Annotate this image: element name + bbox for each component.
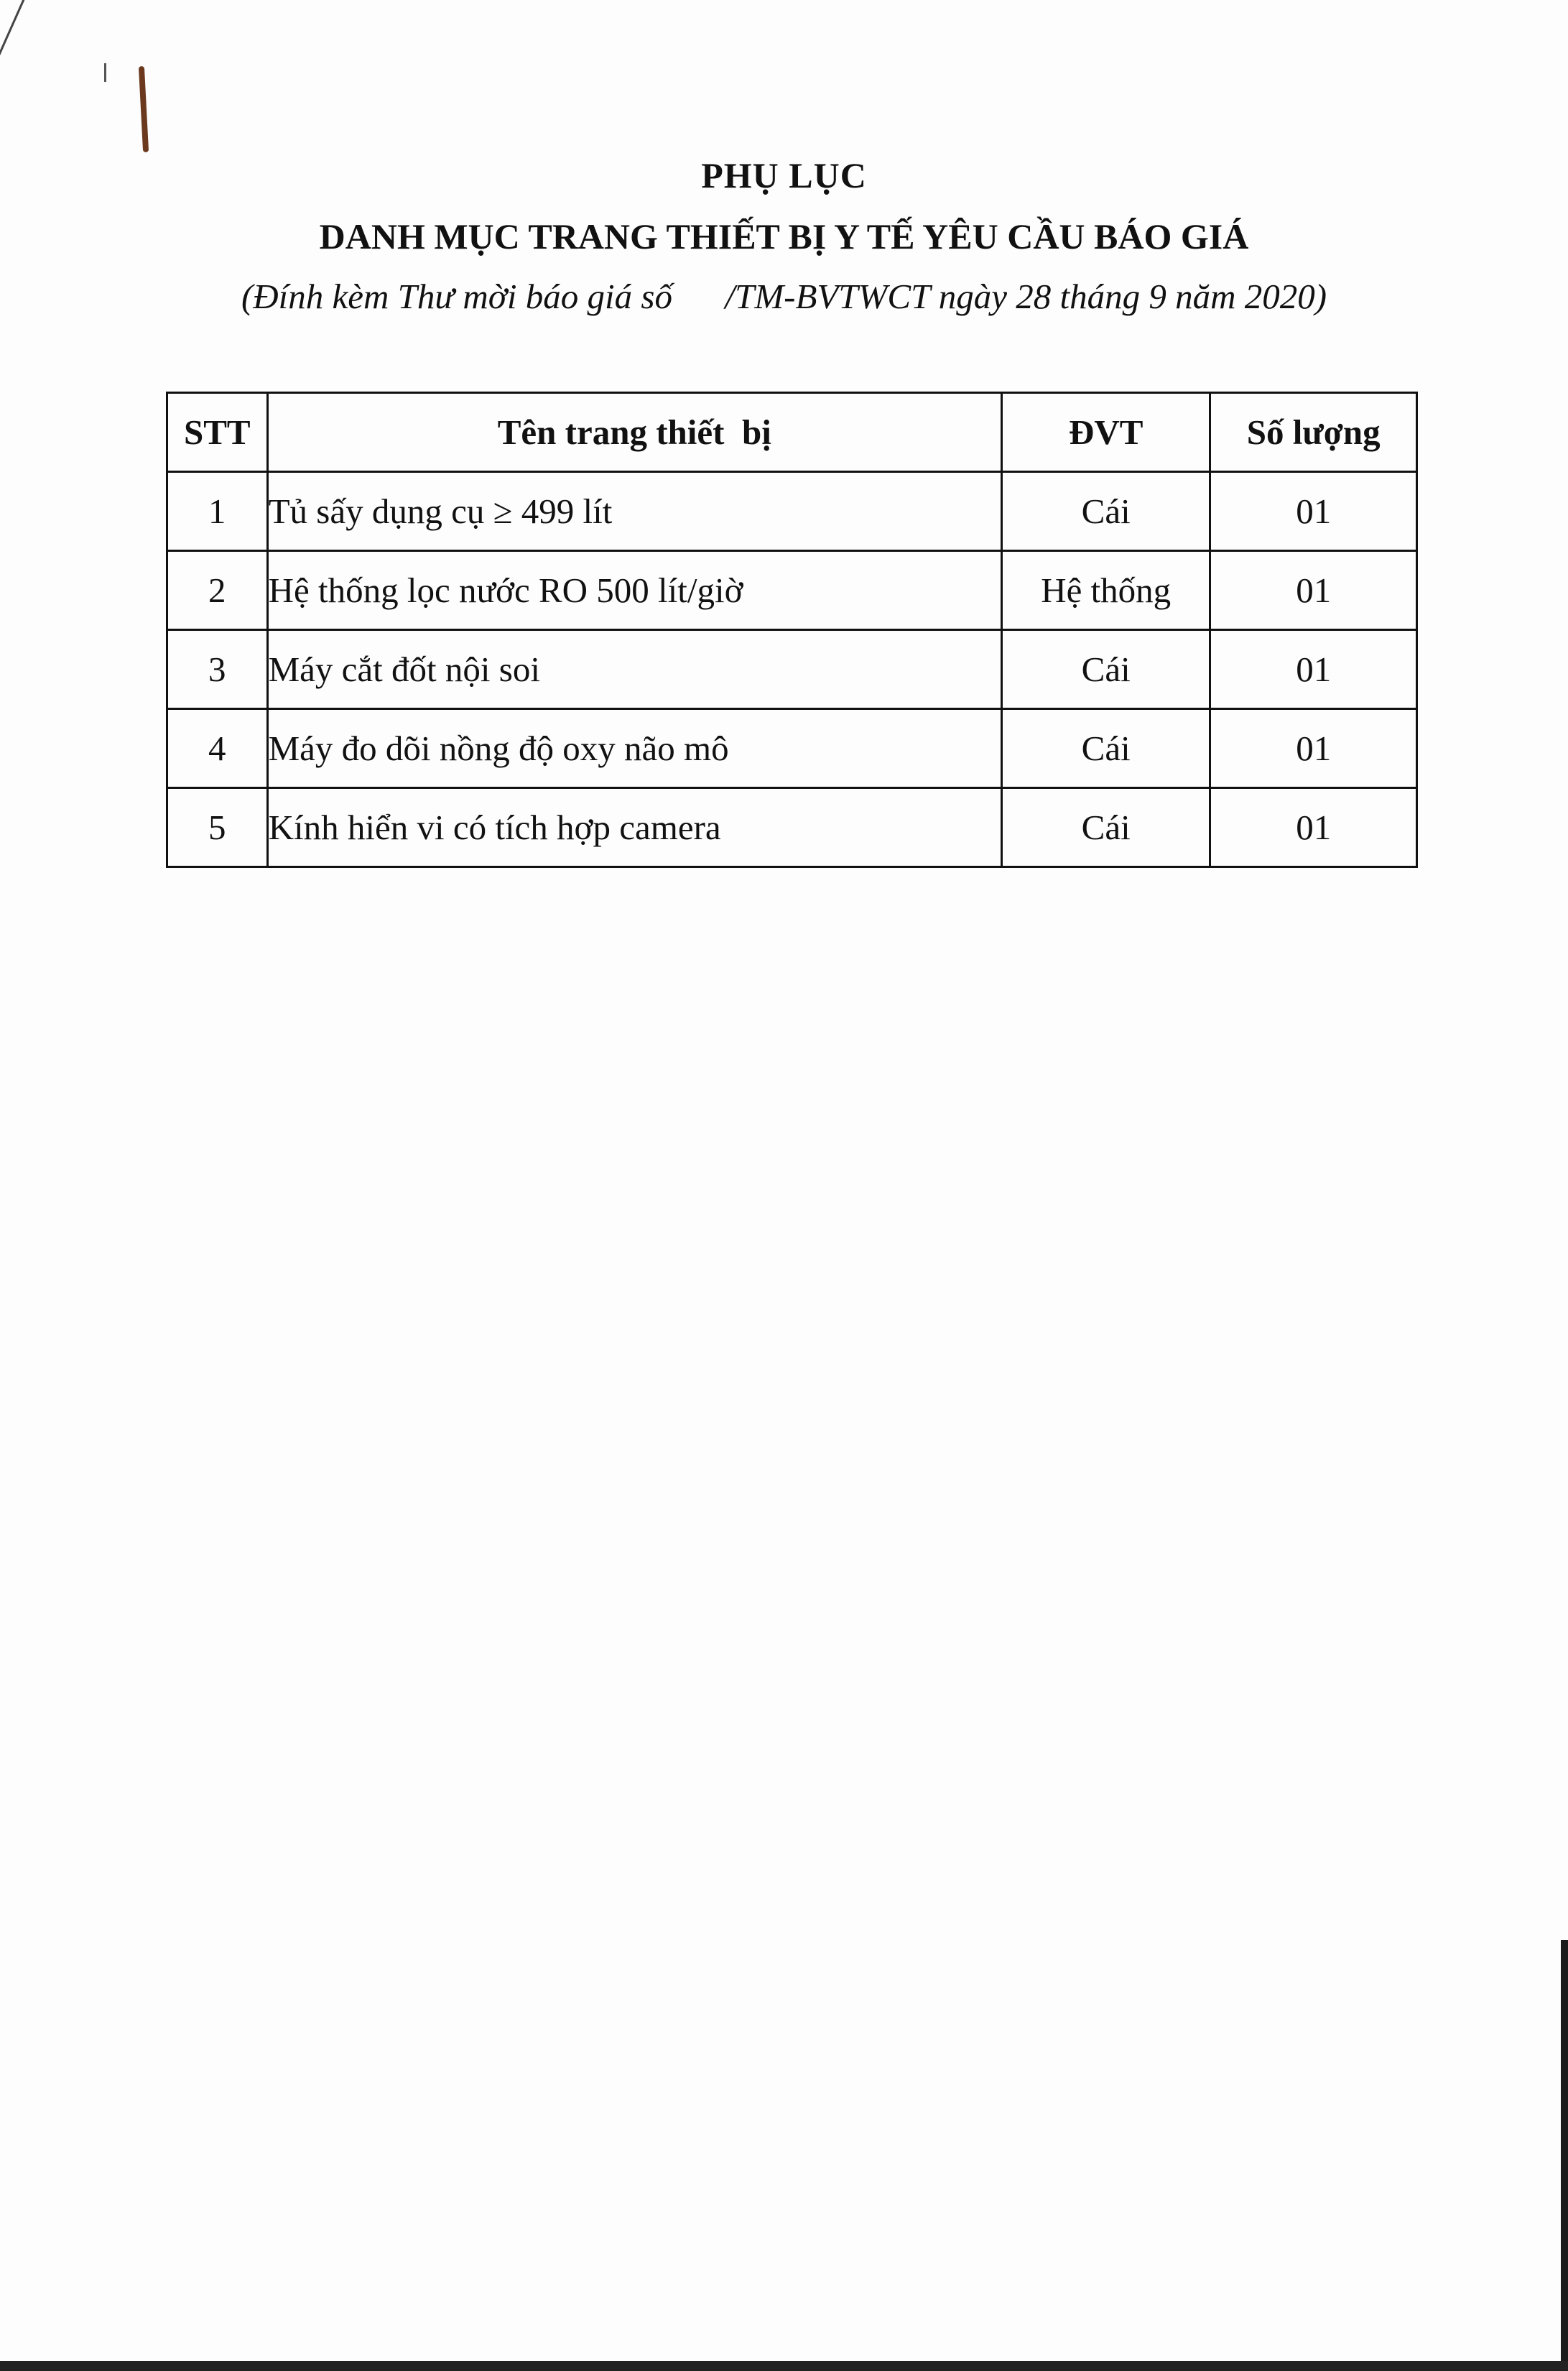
- row-unit: Cái: [1001, 709, 1210, 788]
- row-stt: 5: [167, 788, 268, 867]
- table-row: [167, 709, 1417, 788]
- row-equipment-name: Máy đo dõi nồng độ oxy não mô: [267, 709, 1001, 788]
- row-unit: Hệ thống: [1001, 551, 1210, 630]
- equipment-table: [166, 392, 1418, 868]
- header-stt: STT: [167, 393, 268, 472]
- table-header-row: [167, 393, 1417, 472]
- row-stt: 2: [167, 551, 268, 630]
- header-equipment-name: Tên trang thiết bị: [267, 393, 1001, 472]
- row-stt: 4: [167, 709, 268, 788]
- scan-bottom-edge: [0, 2361, 1568, 2371]
- row-unit: Cái: [1001, 788, 1210, 867]
- page-subtitle: DANH MỤC TRANG THIẾT BỊ Y TẾ YÊU CẦU BÁO GIÁ: [319, 216, 1249, 256]
- scan-right-edge: [1561, 1940, 1568, 2371]
- table-row: [167, 630, 1417, 709]
- row-stt: 1: [167, 472, 268, 551]
- attachment-note: (Đính kèm Thư mời báo giá số /TM-BVTWCT ngày 28 tháng 9 năm 2020): [241, 277, 1327, 316]
- table-row: [167, 788, 1417, 867]
- row-unit: Cái: [1001, 472, 1210, 551]
- row-quantity: 01: [1210, 551, 1417, 630]
- table-row: [167, 472, 1417, 551]
- row-quantity: 01: [1210, 788, 1417, 867]
- row-equipment-name: Tủ sấy dụng cụ ≥ 499 lít: [267, 472, 1001, 551]
- row-quantity: 01: [1210, 630, 1417, 709]
- pen-mark: [139, 66, 149, 152]
- page-title: PHỤ LỤC: [701, 155, 867, 195]
- header-quantity: Số lượng: [1210, 393, 1417, 472]
- scan-tick-mark: [104, 63, 106, 82]
- table-row: [167, 551, 1417, 630]
- row-stt: 3: [167, 630, 268, 709]
- scan-corner-line: [0, 0, 31, 157]
- row-unit: Cái: [1001, 630, 1210, 709]
- row-quantity: 01: [1210, 472, 1417, 551]
- header-unit: ĐVT: [1001, 393, 1210, 472]
- row-quantity: 01: [1210, 709, 1417, 788]
- row-equipment-name: Kính hiển vi có tích hợp camera: [267, 788, 1001, 867]
- row-equipment-name: Hệ thống lọc nước RO 500 lít/giờ: [267, 551, 1001, 630]
- row-equipment-name: Máy cắt đốt nội soi: [267, 630, 1001, 709]
